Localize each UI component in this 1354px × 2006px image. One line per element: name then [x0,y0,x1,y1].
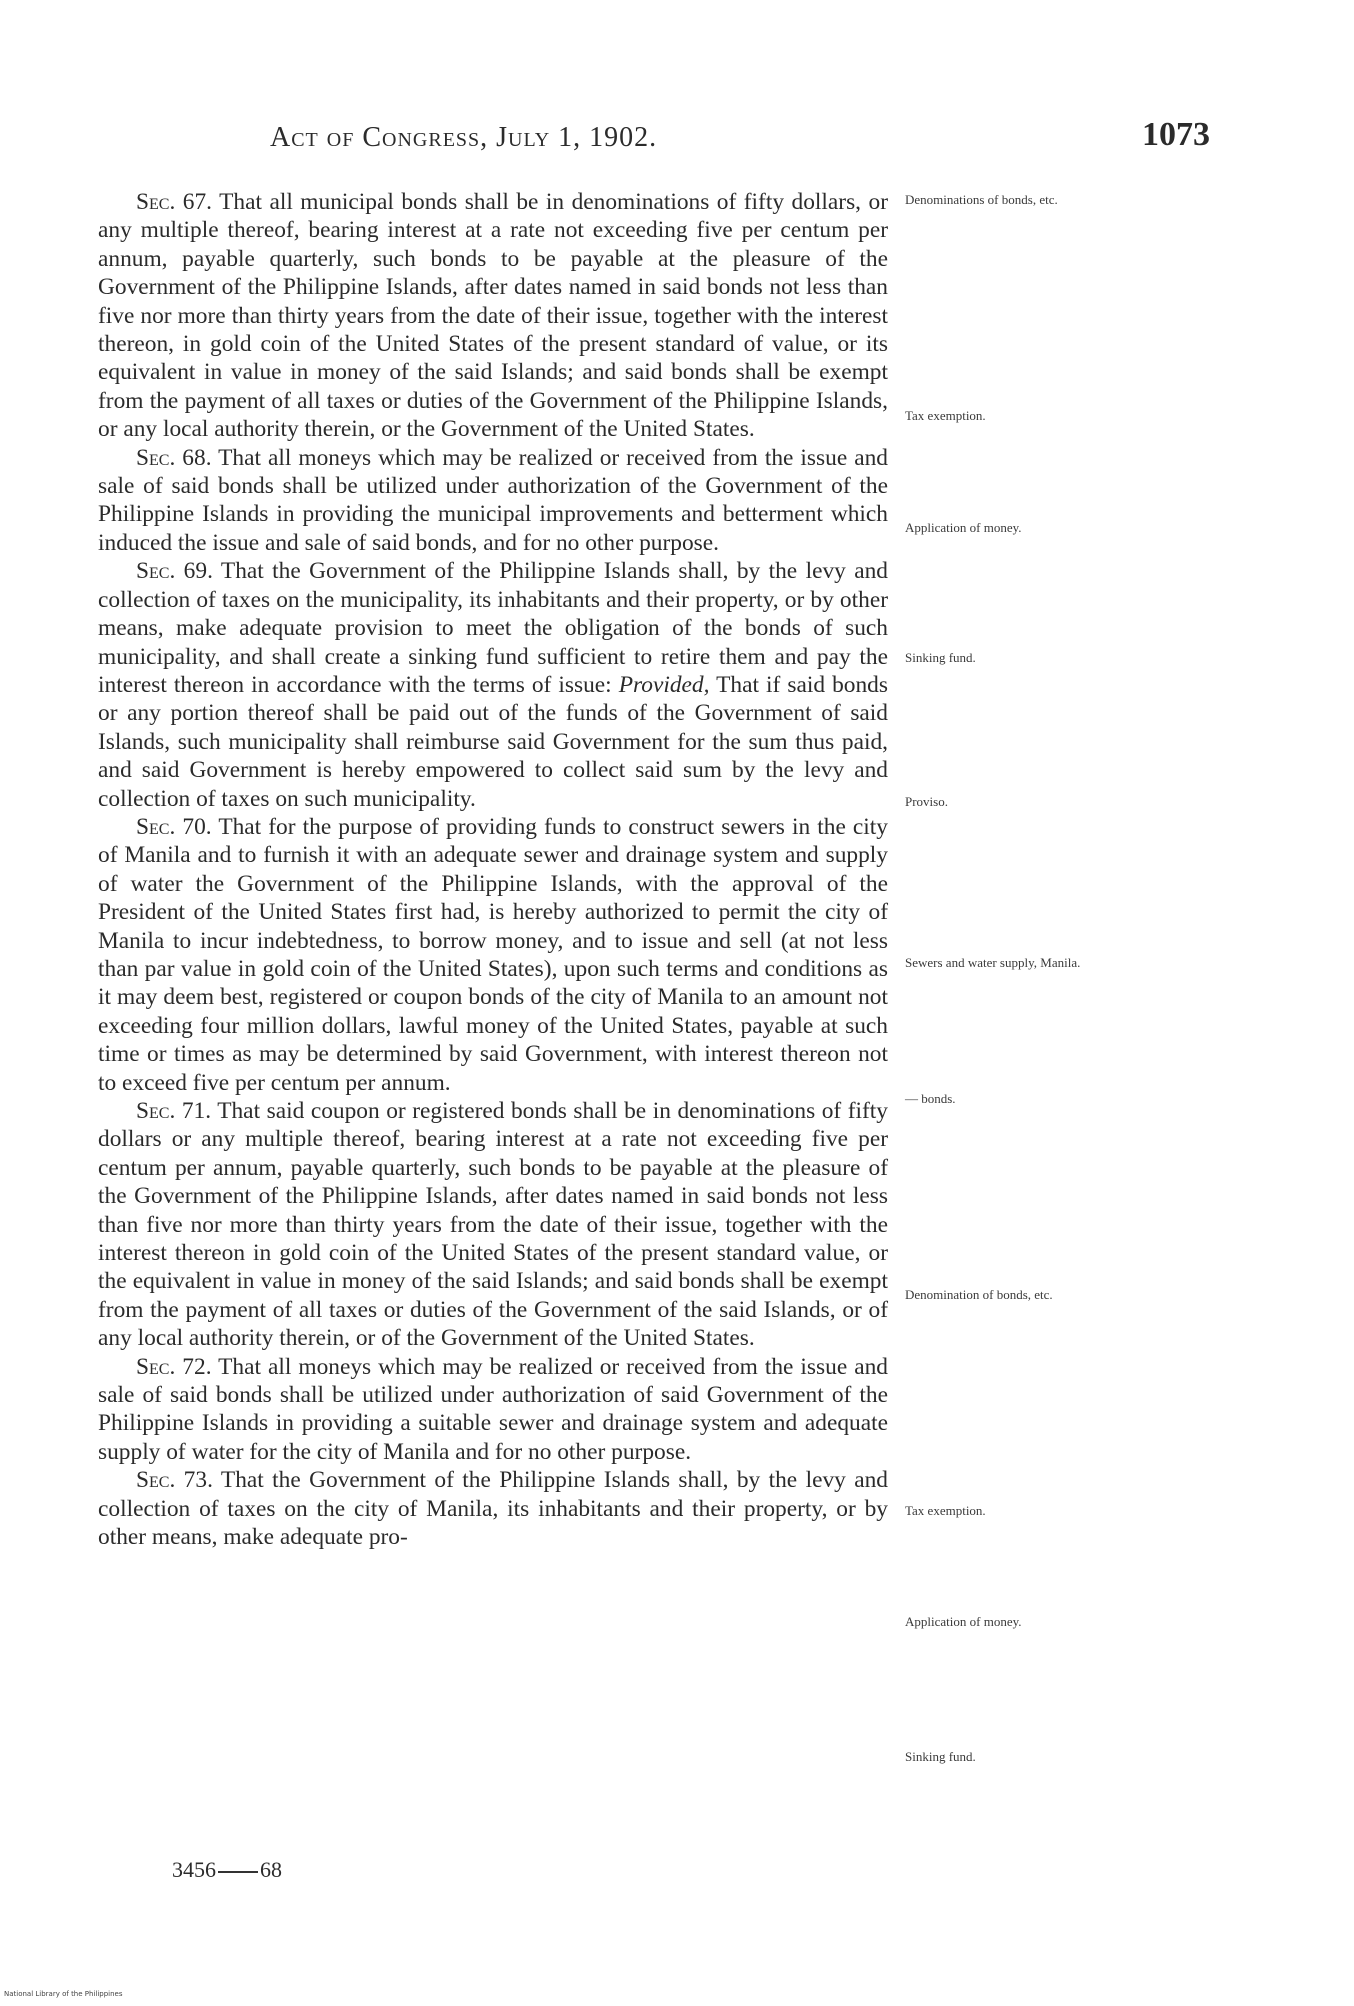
section-67 [98,188,888,444]
body-text [98,188,888,1552]
margin-note-tax-exemption: Tax exemption. [905,408,986,423]
page-header [270,116,1210,156]
section-73 [98,1466,888,1551]
scan-credit: National Library of the Philippines [4,1990,123,1998]
section-text: That said coupon or registered bonds shall be in denominations of fifty dollars or any multiple thereof, bearing interest at a rate not exceeding five per centum per annum, payable quarterly, such bonds to be payable at the pleasure of the Government of the Philippine Islands, after dates named in said bonds not less than five nor more than thirty years from the date of their issue, together with the interest thereon in gold coin of the United States of the present standard value, or the equivalent in value in money of the said Islands; and said bonds shall be exempt from the payment of all taxes or duties of the Government of the said Islands, or of any local authority therein, or of the Government of the United States. [98,1098,888,1352]
section-label: Sec. 71. [136,1098,212,1124]
running-title: Act of Congress, July 1, 1902. [270,122,658,153]
section-text: That all municipal bonds shall be in denominations of fifty dollars, or any multiple thereof, bearing interest at a rate not exceeding five per centum per annum, payable quarterly, such bonds to be payable at the pleasure of the Government of the Philippine Islands, after dates named in said bonds not less than five nor more than thirty years from the date of their issue, together with the interest thereon, in gold coin of the United States of the present standard of value, or its equivalent in value in money of the said Islands; and said bonds shall be exempt from the payment of all taxes or duties of the Government of the Philippine Islands, or any local authority therein, or the Government of the United States. [98,189,888,443]
section-71 [98,1097,888,1353]
margin-note-application-of-money-2: Application of money. [905,1614,1022,1629]
signature-left: 3456 [172,1857,216,1882]
section-label: Sec. 70. [136,813,212,840]
margin-note-application-of-money: Application of money. [905,520,1022,535]
proviso-word: Provided, [618,671,710,698]
margin-note-denominations: Denominations of bonds, etc. [905,192,1058,207]
section-label: Sec. 67. [136,189,213,215]
section-68 [98,444,888,558]
signature-dash [218,1871,258,1873]
section-label: Sec. 73. [136,1467,213,1494]
section-text: That all moneys which may be realized or received from the issue and sale of said bonds shall be utilized under authorization of said Government of the Philippine Islands in providing a suitable sewer and drainage system and adequate supply of water for the city of Manila and for no other purpose. [98,1353,888,1465]
section-text: That all moneys which may be realized or received from the issue and sale of said bonds shall be utilized under authorization of the Government of the Philippine Islands in providing the municipal improvements and betterment which induced the issue and sale of said bonds, and for no other purpose. [98,444,888,556]
section-text: That the Government of the Philippine Islands shall, by the levy and collection of taxes on the city of Manila, its inhabitants and their property, or by other means, make adequate pro- [98,1467,889,1551]
section-text: That for the purpose of providing funds to construct sewers in the city of Manila and to furnish it with an adequate sewer and drainage system and supply of water the Government of the Philippine Islands, with the approval of the President of the United States first had, is hereby authorized to permit the city of Manila to incur indebtedness, to borrow money, and to issue and sell (at not less than par value in gold coin of the United States), upon such terms and conditions as it may deem best, registered or coupon bonds of the city of Manila to an amount not exceeding four million dollars, lawful money of the United States, payable at such time or times as may be determined by said Government, with interest thereon not to exceed five per centum per annum. [98,813,888,1096]
margin-note-tax-exemption-2: Tax exemption. [905,1503,986,1518]
margin-note-denomination: Denomination of bonds, etc. [905,1287,1053,1302]
margin-note-sewers-and-water: Sewers and water supply, Manila. [905,955,1081,970]
section-69 [98,557,888,813]
signature-right: 68 [260,1857,282,1882]
section-label: Sec. 68. [136,444,212,471]
section-text: That the Government of the Philippine Islands shall, by the levy and collection of taxes on the municipality, its inhabitants and their property, or by other means, make adequate provision to meet the obligation of the bonds of such municipality, and shall create a sinking fund sufficient to retire them and pay the interest thereon in accordance with the terms of issue: [98,558,889,698]
page-number: 1073 [1142,116,1210,153]
section-72 [98,1353,888,1467]
section-text-after: That if said bonds or any portion thereof shall be paid out of the funds of the Government of said Islands, such municipality shall reimburse said Government for the sum thus paid, and said Government is hereby empowered to collect said sum by the levy and collection of taxes on such municipality. [98,671,888,812]
margin-note-bonds: — bonds. [905,1091,956,1106]
signature-mark [172,1857,282,1883]
section-label: Sec. 69. [136,558,213,585]
section-70 [98,813,888,1097]
section-label: Sec. 72. [136,1353,212,1380]
margin-note-proviso: Proviso. [905,794,948,809]
margin-note-sinking-fund: Sinking fund. [905,650,976,665]
margin-note-sinking-fund-2: Sinking fund. [905,1749,976,1764]
